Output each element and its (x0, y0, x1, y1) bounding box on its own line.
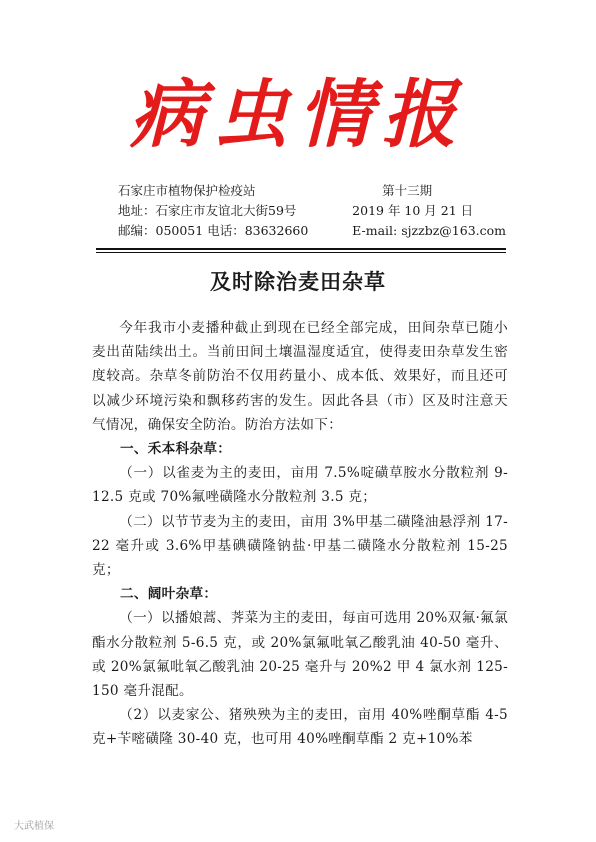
issue-date: 2019 年 10 月 21 日 (352, 203, 474, 218)
contact: 邮编：050051 电话：83632660 (118, 223, 309, 238)
paragraph-galium: （2）以麦家公、猪殃殃为主的麦田，亩用 40%唑酮草酯 4-5 克+苄嘧磺隆 30-40 克，也可用 40%唑酮草酯 2 克+10%苯 (92, 707, 508, 748)
header-left (118, 181, 308, 241)
header-rule (96, 248, 506, 250)
article-title: 及时除治麦田杂草 (210, 269, 386, 294)
paragraph-bromus: （一）以雀麦为主的麦田，亩用 7.5%啶磺草胺水分散粒剂 9-12.5 克或 70%氟唑磺隆水分散粒剂 3.5 克； (92, 465, 508, 506)
intro-paragraph: 今年我市小麦播种截止到现在已经全部完成，田间杂草已随小麦出苗陆续出土。当前田间土壤温湿度适宜，使得麦田杂草发生密度较高。杂草冬前防治不仅用药量小、成本低、效果好，而且还可以减少环境污染和飘移药害的发生。因此各县（市）区及时注意天气情况，确保安全防治。防治方法如下： (92, 320, 508, 433)
address: 地址：石家庄市友谊北大街59号 (118, 203, 297, 218)
watermark: 大武植保 (14, 821, 54, 832)
header-rule-thin (96, 252, 506, 253)
article-body (92, 316, 508, 752)
header-right (352, 181, 506, 241)
masthead-title: 病虫情报 (130, 72, 466, 158)
paragraph-aegilops: （二）以节节麦为主的麦田，亩用 3%甲基二磺隆油悬浮剂 17-22 毫升或 3.6%甲基碘磺隆钠盐·甲基二磺隆水分散粒剂 15-25 克； (92, 513, 508, 579)
org-name: 石家庄市植物保护检疫站 (118, 183, 256, 198)
email: E-mail: sjzzbz@163.com (352, 223, 506, 238)
issue-number: 第十三期 (382, 183, 433, 198)
paragraph-descurainia: （一）以播娘蒿、荠菜为主的麦田，每亩可选用 20%双氟·氟氯酯水分散粒剂 5-6.5 克，或 20%氯氟吡氧乙酸乳油 40-50 毫升、或 20%氯氟吡氧乙酸乳油 20-25 毫升与 20%2 甲 4 氯水剂 125-150 毫升混配。 (92, 610, 508, 700)
section-heading-grass: 一、禾本科杂草： (120, 441, 232, 458)
section-heading-broadleaf: 二、阔叶杂草： (120, 586, 218, 603)
